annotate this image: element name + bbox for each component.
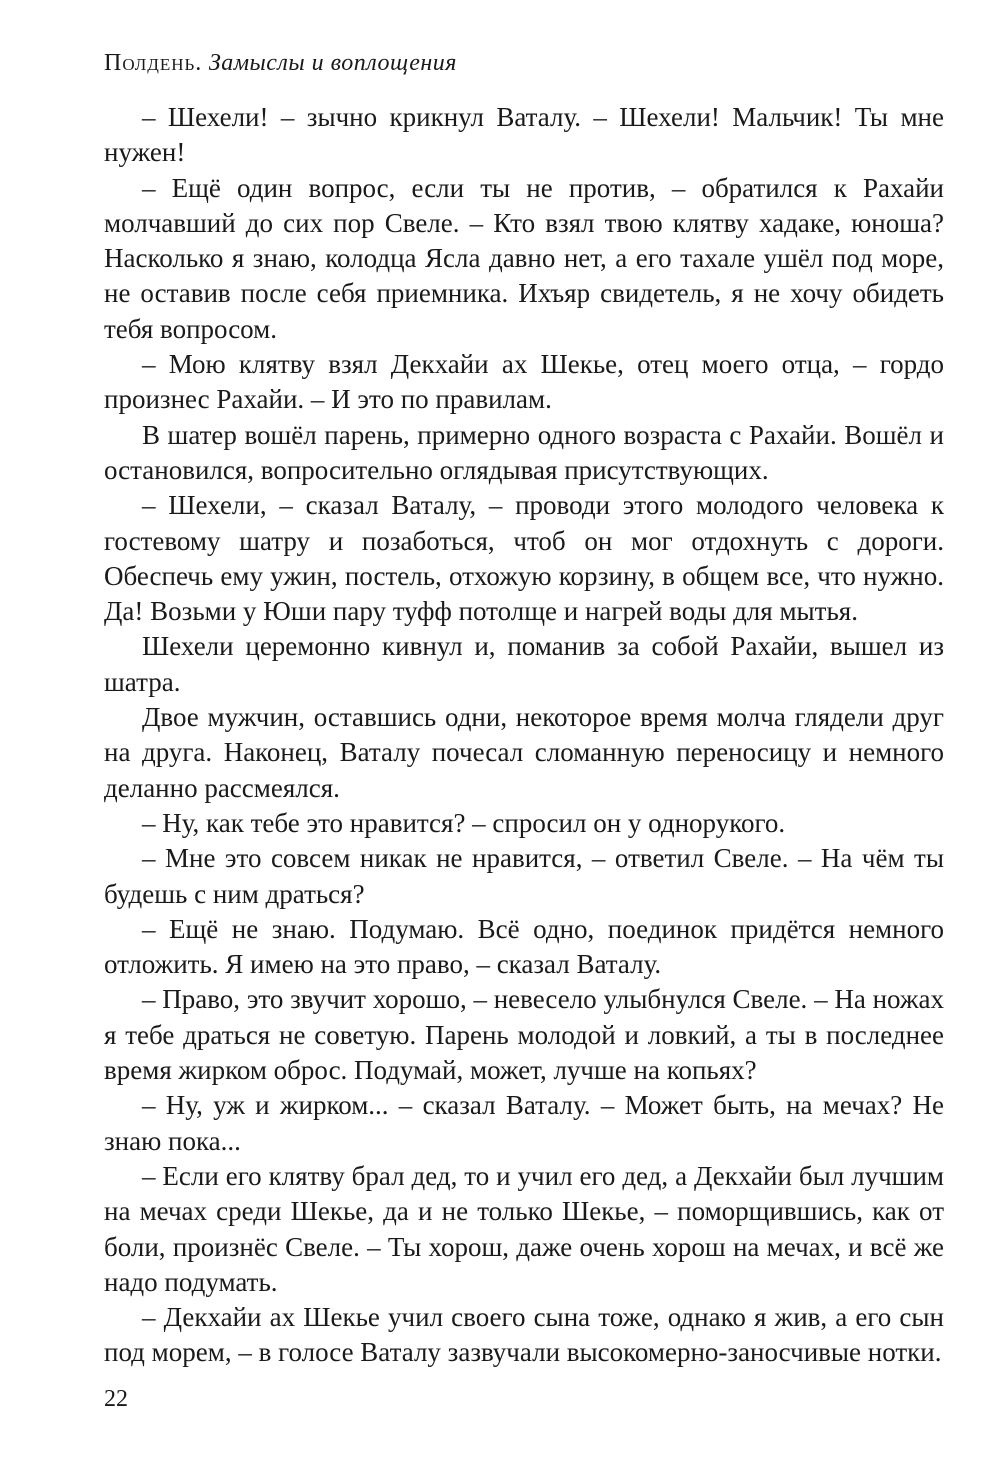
paragraph: – Мою клятву взял Декхайи ах Шекье, отец моего отца, – гордо произнес Рахайи. – И это по правилам. [104,349,944,415]
paragraph: – Ещё не знаю. Подумаю. Всё одно, поединок придётся немного отложить. Я имею на это право, – сказал Ваталу. [104,913,944,980]
paragraph: – Шехели, – сказал Ваталу, – проводи этого молодого человека к гостевому шатру и позаботься, чтоб он мог отдохнуть с дороги. Обеспечь ему ужин, постель, отхожую корзину, в общем все, что нужно. Да! Возьми у Юши пару туфф потолще и нагрей воды для мытья. [104,490,944,627]
paragraph: – Если его клятву брал дед, то и учил его дед, а Декхайи был лучшим на мечах среди Шекье, да и не только Шекье, – поморщившись, как от боли, произнёс Свеле. – Ты хорош, даже очень хорош на мечах, и всё же надо подумать. [104,1160,944,1297]
paragraph: – Декхайи ах Шекье учил своего сына тоже, однако я жив, а его сын под морем, – в голосе Ваталу зазвучали высокомерно-заносчивые нотки. [104,1302,944,1368]
body-text [104,100,944,1371]
page-number: 22 [104,1386,128,1412]
paragraph: Двое мужчин, оставшись одни, некоторое время молча глядели друг на друга. Наконец, Ваталу почесал сломанную переносицу и немного деланно рассмеялся. [104,702,944,803]
running-head [104,48,457,78]
paragraph: Шехели церемонно кивнул и, поманив за собой Рахайи, вышел из шатра. [104,631,944,697]
paragraph: – Право, это звучит хорошо, – невесело улыбнулся Свеле. – На ножах я тебе драться не советую. Парень молодой и ловкий, а ты в последнее время жирком оброс. Подумай, может, лучше на копьях? [104,984,944,1086]
paragraph: – Ну, уж и жирком... – сказал Ваталу. – Может быть, на мечах? Не знаю пока... [104,1090,944,1156]
paragraph: В шатер вошёл парень, примерно одного возраста с Рахайи. Вошёл и остановился, вопросительно оглядывая присутствующих. [104,419,944,485]
paragraph: – Шехели! – зычно крикнул Ваталу. – Шехели! Мальчик! Ты мне нужен! [104,102,944,168]
paragraph: – Мне это совсем никак не нравится, – ответил Свеле. – На чём ты будешь с ним драться? [104,843,944,909]
running-head-title: Замыслы и воплощения [208,50,457,76]
paragraph: – Ещё один вопрос, если ты не против, – обратился к Рахайи молчавший до сих пор Свеле. – Кто взял твою клятву хадаке, юноша? Насколько я знаю, колодца Ясла давно нет, а его тахале ушёл под море, не оставив после себя приемника. Ихъяр свидетель, я не хочу обидеть тебя вопросом. [104,172,944,344]
running-head-author: Полдень. [104,50,203,76]
paragraph: – Ну, как тебе это нравится? – спросил он у однорукого. [142,807,786,838]
